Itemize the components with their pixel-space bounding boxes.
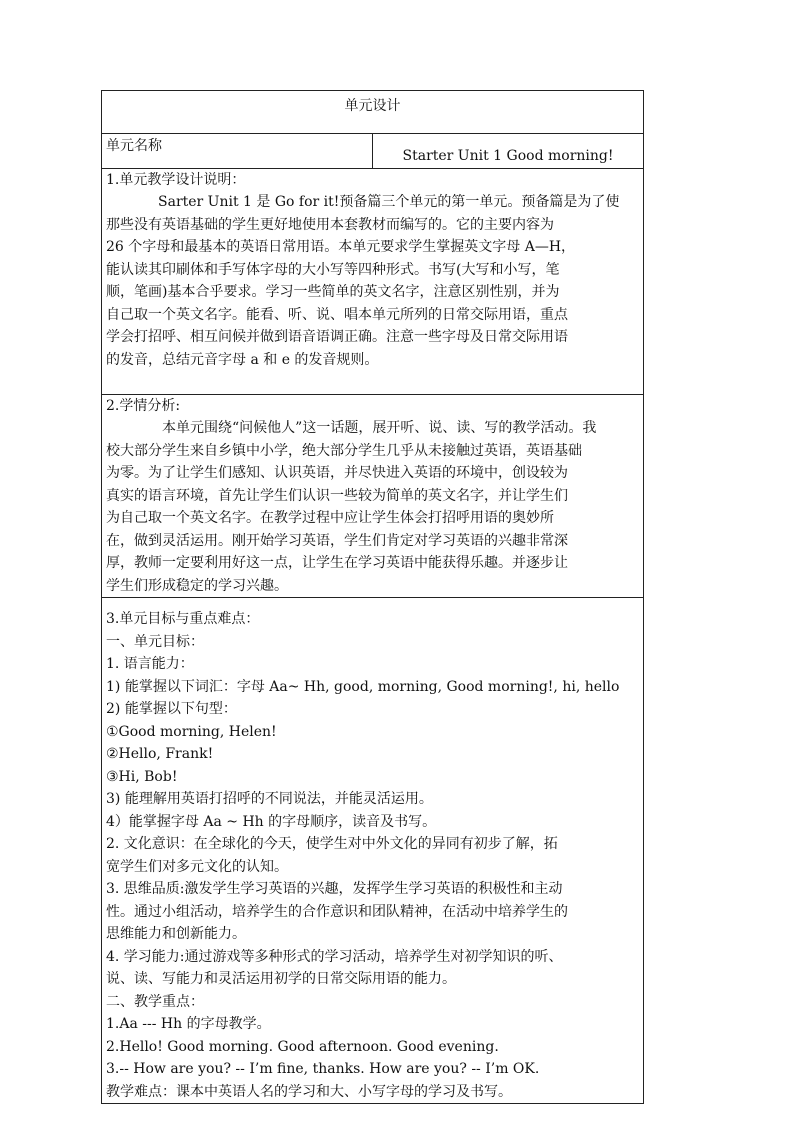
- paragraph-line: 校大部分学生来自乡镇中小学，绝大部分学生几乎从未接触过英语，英语基础: [106, 442, 582, 459]
- goal-line: 2. 文化意识：在全球化的今天，使学生对中外文化的异同有初步了解，拓: [106, 836, 558, 852]
- goal-line: 3) 能理解用英语打招呼的不同说法，并能灵活运用。: [106, 791, 433, 807]
- key-point-line: 3.-- How are you? -- I’m fine, thanks. How are you? -- I’m OK.: [106, 1061, 540, 1077]
- goal-line: 4. 学习能力:通过游戏等多种形式的学习活动，培养学生对初学知识的听、: [106, 948, 563, 965]
- paragraph-line: 学会打招呼、相互问候并做到语音语调正确。注意一些字母及日常交际用语: [106, 329, 568, 345]
- table-title: 单元设计: [102, 91, 644, 134]
- section-heading: 3.单元目标与重点难点：: [106, 611, 260, 627]
- paragraph-line: 为零。为了让学生们感知、认识英语，并尽快进入英语的环境中，创设较为: [106, 465, 568, 481]
- unit-name-label: 单元名称: [102, 134, 373, 169]
- section-heading: 2.学情分析:: [106, 397, 181, 414]
- paragraph-line: 的发音，总结元音字母 a 和 e 的发音规则。: [106, 351, 379, 368]
- key-point-line: 2.Hello! Good morning. Good afternoon. Good evening.: [106, 1038, 499, 1055]
- paragraph-line: 在，做到灵活运用。刚开始学习英语，学生们肯定对学习英语的兴趣非常深: [106, 532, 568, 549]
- key-point-line: 1.Aa --- Hh 的字母教学。: [106, 1016, 271, 1032]
- goal-line: 思维能力和创新能力。: [106, 926, 246, 942]
- section-learner-analysis: [102, 394, 644, 598]
- section-goals-and-key-points: [102, 598, 644, 1104]
- paragraph-line: 那些没有英语基础的学生更好地使用本套教材而编写的。它的主要内容为: [106, 216, 554, 233]
- goal-line: ②Hello, Frank!: [106, 746, 214, 762]
- paragraph-line: 本单元围绕“问候他人”这一话题，展开听、说、读、写的教学活动。我: [162, 420, 597, 436]
- goal-line: 1. 语言能力：: [106, 656, 194, 672]
- paragraph-line: 真实的语言环境，首先让学生们认识一些较为简单的英文名字，并让学生们: [106, 487, 568, 504]
- goal-line: 宽学生们对多元文化的认知。: [106, 858, 288, 875]
- paragraph-line: 厚，教师一定要利用好这一点，让学生在学习英语中能获得乐趣。并逐步让: [106, 555, 568, 571]
- paragraph-line: 顺，笔画)基本合乎要求。学习一些简单的英文名字，注意区别性别，并为: [106, 284, 560, 300]
- goal-line: 说、读、写能力和灵活运用初学的日常交际用语的能力。: [106, 971, 456, 987]
- paragraph-line: 为自己取一个英文名字。在教学过程中应让学生体会打招呼用语的奥妙所: [106, 510, 554, 526]
- goal-line: 1) 能掌握以下词汇：字母 Aa~ Hh, good, morning, Good morning!, hi, hello: [106, 678, 620, 695]
- goal-line: ③Hi, Bob!: [106, 768, 178, 785]
- paragraph-line: 学生们形成稳定的学习兴趣。: [106, 577, 288, 594]
- goal-line: 4）能掌握字母 Aa ~ Hh 的字母顺序，读音及书写。: [106, 813, 437, 830]
- unit-design-table: [101, 90, 644, 1104]
- subheading-unit-goals: 一、单元目标：: [106, 633, 204, 650]
- goal-line: 2) 能掌握以下句型：: [106, 701, 237, 717]
- goal-line: ①Good morning, Helen!: [106, 723, 277, 740]
- paragraph-line: 自己取一个英文名字。能看、听、说、唱本单元所列的日常交际用语，重点: [106, 306, 568, 323]
- unit-name-value: Starter Unit 1 Good morning!: [373, 134, 644, 169]
- subheading-key-points: 二、教学重点：: [106, 993, 204, 1010]
- goal-line: 性。通过小组活动，培养学生的合作意识和团队精神，在活动中培养学生的: [106, 903, 568, 920]
- difficulty-line: 教学难点：课本中英语人名的学习和大、小写字母的学习及书写。: [106, 1083, 512, 1100]
- paragraph-line: 能认读其印刷体和手写体字母的大小写等四种形式。书写(大写和小写，笔: [106, 261, 560, 278]
- paragraph-line: Sarter Unit 1 是 Go for it!预备篇三个单元的第一单元。预备篇是为了使: [158, 194, 620, 210]
- paragraph-line: 26 个字母和最基本的英语日常用语。本单元要求学生掌握英文字母 A—H，: [106, 239, 576, 255]
- section-heading: 1.单元教学设计说明：: [106, 171, 246, 188]
- goal-line: 3. 思维品质:激发学生学习英语的兴趣，发挥学生学习英语的积极性和主动: [106, 881, 563, 897]
- section-design-description: [102, 168, 644, 394]
